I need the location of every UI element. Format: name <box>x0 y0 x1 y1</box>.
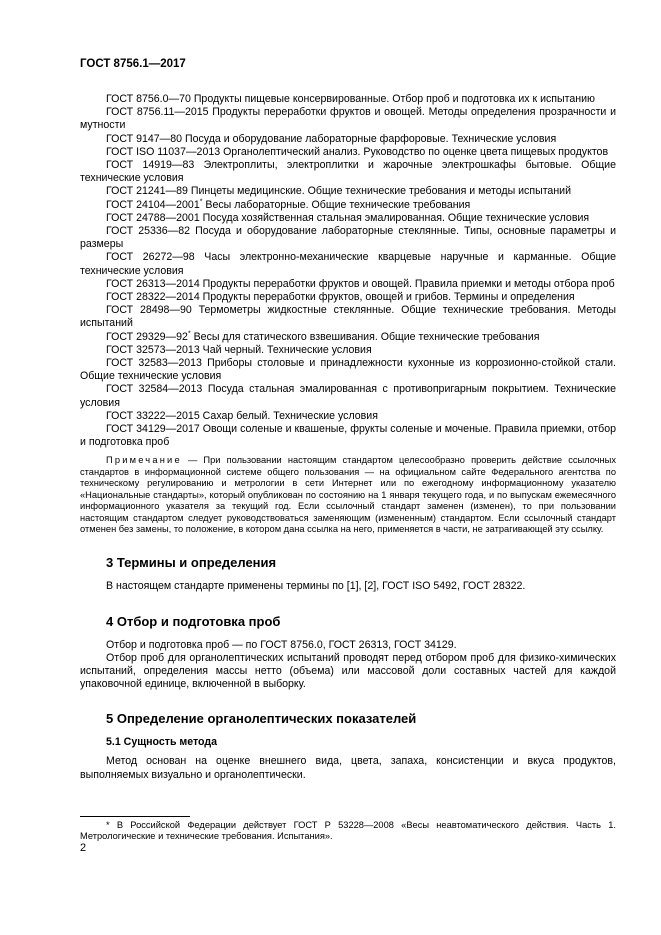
section-4-paragraph-2: Отбор проб для органолептических испытаний проводят перед отбором проб для физико-химических испытаний, определения массы нетто (объема) или массовой доли составных частей для каждой упаковочной единице, включенной в выборку. <box>80 651 616 691</box>
footnote-divider <box>80 816 190 817</box>
document-body <box>80 93 616 782</box>
footnote-marker: * <box>199 198 203 206</box>
section-5-1-text: Метод основан на оценке внешнего вида, цвета, запаха, консистенции и вкуса продуктов, выполняемых визуально и органолептически. <box>80 755 616 781</box>
reference-item: ГОСТ 32583—2013 Приборы столовые и принадлежности кухонные из коррозионно-стойкой стали. Общие технические условия <box>80 357 616 383</box>
section-4-paragraph-1: Отбор и подготовка проб — по ГОСТ 8756.0, ГОСТ 26313, ГОСТ 34129. <box>106 638 457 651</box>
reference-item: ГОСТ 8756.0—70 Продукты пищевые консервированные. Отбор проб и подготовка их к испытанию <box>106 93 595 105</box>
section-4-heading: 4 Отбор и подготовка проб <box>106 613 281 629</box>
normative-references-list <box>80 93 616 449</box>
reference-item <box>80 199 616 212</box>
reference-item: ГОСТ 14919—83 Электроплиты, электроплитки и жарочные электрошкафы бытовые. Общие технические условия <box>80 159 616 185</box>
reference-item: ГОСТ 9147—80 Посуда и оборудование лабораторные фарфоровые. Технические условия <box>106 132 557 145</box>
section-3-heading: 3 Термины и определения <box>106 555 277 571</box>
note-text: — При пользовании настоящим стандартом целесообразно проверить действие ссылочных стандартов в информационной системе общего пользования — на официальном сайте Федерального агентства по техническому регулированию и метрологии в сети Интернет или по ежегодному информационному указателю «Национальные стандарты», который опубликован по состоянию на 1 января текущего года, и по выпускам ежемесячного информационного указателя за текущий год. Если ссылочный стандарт заменен (изменен), то при пользовании настоящим стандартом следует руководствоваться заменяющим (измененным) стандартом. Если ссылочный стандарт отменен без замены, то положение, в котором дана ссылка на него, применяется в части, не затрагивающей эту ссылку. <box>80 455 616 534</box>
reference-item: ГОСТ 33222—2015 Сахар белый. Технические условия <box>106 409 378 422</box>
reference-item: ГОСТ 25336—82 Посуда и оборудование лабораторные стеклянные. Типы, основные параметры и размеры <box>80 225 616 251</box>
section-3-text: В настоящем стандарте применены термины по [1], [2], ГОСТ ISO 5492, ГОСТ 28322. <box>106 580 526 593</box>
reference-item: ГОСТ 32584—2013 Посуда стальная эмалированная с противопригарным покрытием. Технические условия <box>80 383 616 409</box>
note-label: Примечание <box>106 455 182 466</box>
section-5-1-heading: 5.1 Сущность метода <box>106 736 218 749</box>
reference-item: ГОСТ 26313—2014 Продукты переработки фруктов и овощей. Правила приемки и методы отбора проб <box>106 277 615 290</box>
reference-item: ГОСТ 32573—2013 Чай черный. Технические условия <box>106 343 372 356</box>
note-paragraph <box>80 455 616 535</box>
reference-title: Весы для статического взвешивания. Общие технические требования <box>190 330 540 343</box>
reference-item: ГОСТ 34129—2017 Овощи соленые и квашеные, фрукты соленые и моченые. Правила приемки, отбор и подготовка проб <box>80 423 616 449</box>
reference-code: ГОСТ 29329—92 <box>106 330 188 343</box>
reference-item: ГОСТ 8756.11—2015 Продукты переработки фруктов и овощей. Методы определения прозрачности и мутности <box>80 106 616 132</box>
reference-item: ГОСТ 24788—2001 Посуда хозяйственная стальная эмалированная. Общие технические условия <box>106 211 590 224</box>
reference-item: ГОСТ 21241—89 Пинцеты медицинские. Общие технические требования и методы испытаний <box>106 185 572 198</box>
reference-item: ГОСТ 28322—2014 Продукты переработки фруктов, овощей и грибов. Термины и определения <box>106 291 575 304</box>
reference-item: ГОСТ 26272—98 Часы электронно-механические кварцевые наручные и карманные. Общие технические условия <box>80 251 616 277</box>
footnote-marker: * <box>187 330 191 338</box>
document-header: ГОСТ 8756.1—2017 <box>80 58 186 70</box>
reference-title: Весы лабораторные. Общие технические требования <box>202 198 471 211</box>
section-5-heading: 5 Определение органолептических показателей <box>106 711 417 727</box>
footnote: * В Российской Федерации действует ГОСТ Р 53228—2008 «Весы неавтоматического действия. Часть 1. Метрологические и технические требования. Испытания». <box>80 820 616 842</box>
reference-item: ГОСТ ISO 11037—2013 Органолептический анализ. Руководство по оценке цвета пищевых продуктов <box>106 145 609 158</box>
reference-item <box>80 331 616 344</box>
reference-code: ГОСТ 24104—2001 <box>106 198 200 211</box>
page-number: 2 <box>80 842 87 854</box>
reference-item: ГОСТ 28498—90 Термометры жидкостные стеклянные. Общие технические требования. Методы испытаний <box>80 304 616 330</box>
